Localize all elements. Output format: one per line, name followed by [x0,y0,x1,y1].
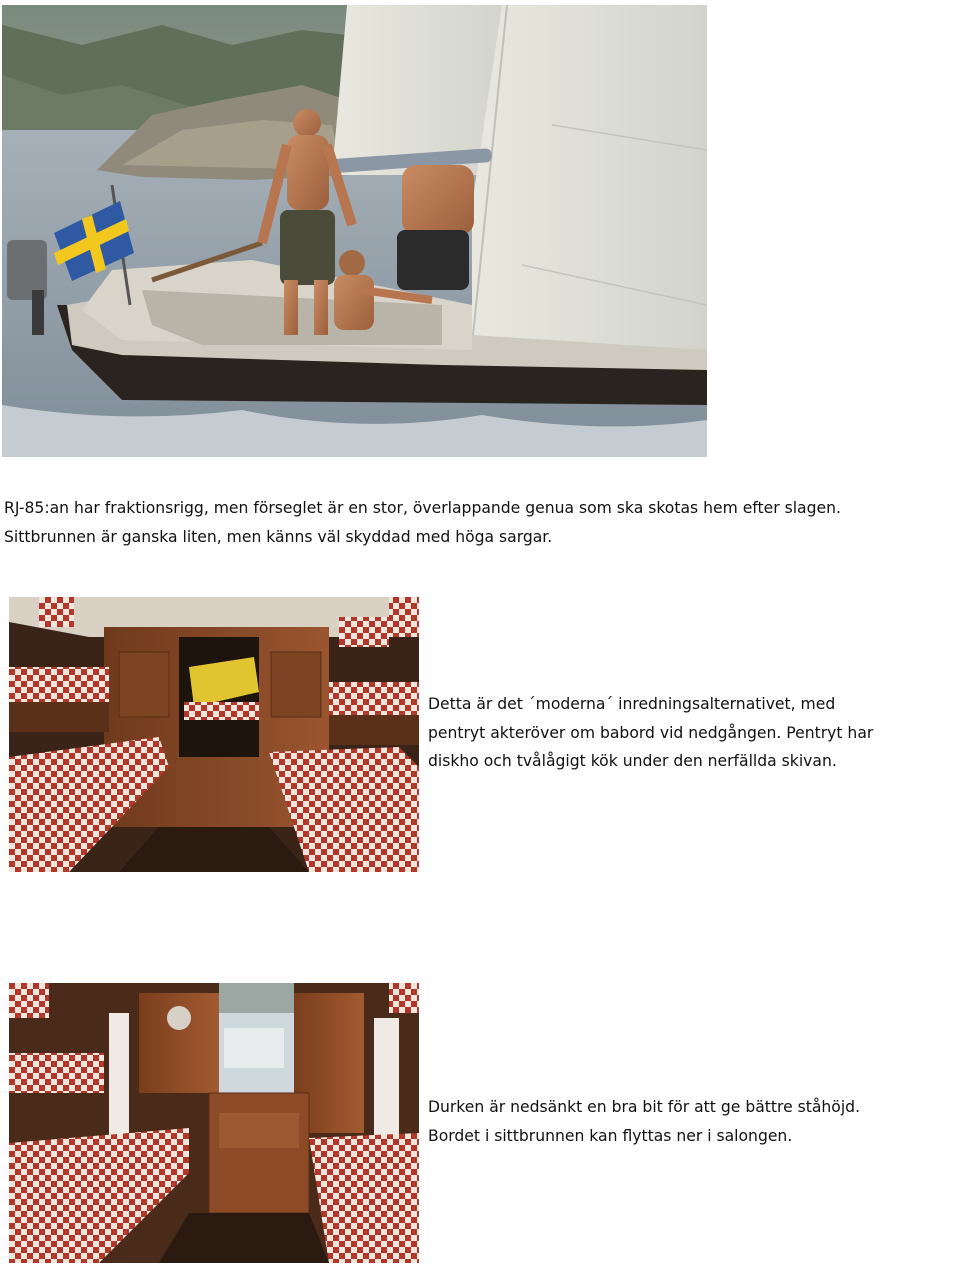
sailor-at-mast [397,165,474,290]
caption-line: Detta är det ´moderna´ inredningsalternativet, med [428,695,836,713]
caption-line: Sittbrunnen är ganska liten, men känns väl skyddad med höga sargar. [4,527,553,546]
caption-line: Durken är nedsänkt en bra bit för att ge bättre ståhöjd. [428,1098,861,1116]
caption-line: pentryt akteröver om babord vid nedgången. Pentryt har [428,723,874,742]
interior-modern-caption [428,690,873,776]
interior-floor-caption [428,1093,860,1150]
caption-line: Bordet i sittbrunnen kan flyttas ner i salongen. [428,1126,793,1145]
caption-line: diskho och tvålågigt kök under den nerfällda skivan. [428,752,837,770]
caption-line: RJ-85:an har fraktionsrigg, men förseglet är en stor, överlappande genua som ska skotas hem efter slagen. [4,499,841,517]
sailboat-photo [2,5,707,457]
sailboat-caption [4,494,841,551]
cabin-interior-photo [9,597,419,872]
cabin-interior-aft-photo [9,983,419,1263]
